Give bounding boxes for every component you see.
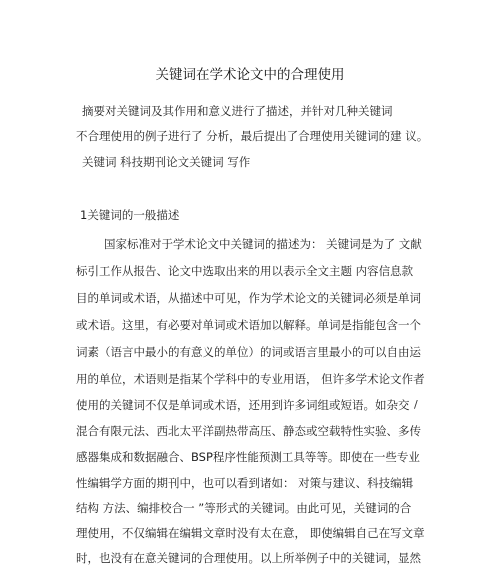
keywords-line: 关键词 科技期刊论文关键词 写作	[82, 155, 251, 169]
section-heading: 1关键词的一般描述	[80, 208, 180, 222]
margin-mark: /	[414, 398, 418, 411]
document-title: 关键词在学术论文中的合理使用	[155, 67, 345, 83]
paragraph-line: 使用的关键词不仅是单词或术语，还用到许多词组或短语。如杂交	[76, 398, 410, 412]
abstract-line-2: 不合理使用的例子进行了 分析，最后提出了合理使用关键词的建 议。	[76, 129, 429, 143]
paragraph-line: 词素（语言中最小的有意义的单位）的词或语言里最小的可以自由运	[76, 345, 421, 359]
paragraph-line: 国家标准对于学术论文中关键词的描述为： 关键词是为了 文献	[104, 237, 422, 251]
paragraph-line: 理使用，不仅编辑在编辑文章时没有太在意， 即使编辑自己在写文章	[76, 526, 425, 540]
paragraph-line: 或术语。这里，有必要对单词或术语加以解释。单词是指能包含一个	[76, 318, 421, 332]
paragraph-line: 用的单位，术语则是指某个学科中的专业用语， 但许多学术论文作者	[76, 372, 425, 386]
paragraph-line: 时，也没有在意关键词的合理使用。以上所举例子中的关键词，显然	[76, 551, 421, 565]
abstract-line-1: 摘要对关键词及其作用和意义进行了描述，并针对几种关键词	[82, 104, 393, 118]
paragraph-line: 结构 方法、编排校合一 ”等形式的关键词。由此可见，关键词的合	[76, 501, 412, 515]
paragraph-line: 感器集成和数据融合、BSP程序性能预测工具等等。即使在一些专业	[76, 450, 420, 464]
paragraph-line: 目的单词或术语，从描述中可见，作为学术论文的关键词必须是单词	[76, 291, 421, 305]
paragraph-line: 性编辑学方面的期刊中，也可以看到诸如： 对策与建议、科技编辑	[76, 476, 414, 490]
paragraph-line: 混合有限元法、西北太平洋副热带高压、静态或空载特性实验、多传	[76, 424, 421, 438]
paragraph-line: 标引工作从报告、论文中选取出来的用以表示全文主题 内容信息款	[76, 264, 414, 278]
